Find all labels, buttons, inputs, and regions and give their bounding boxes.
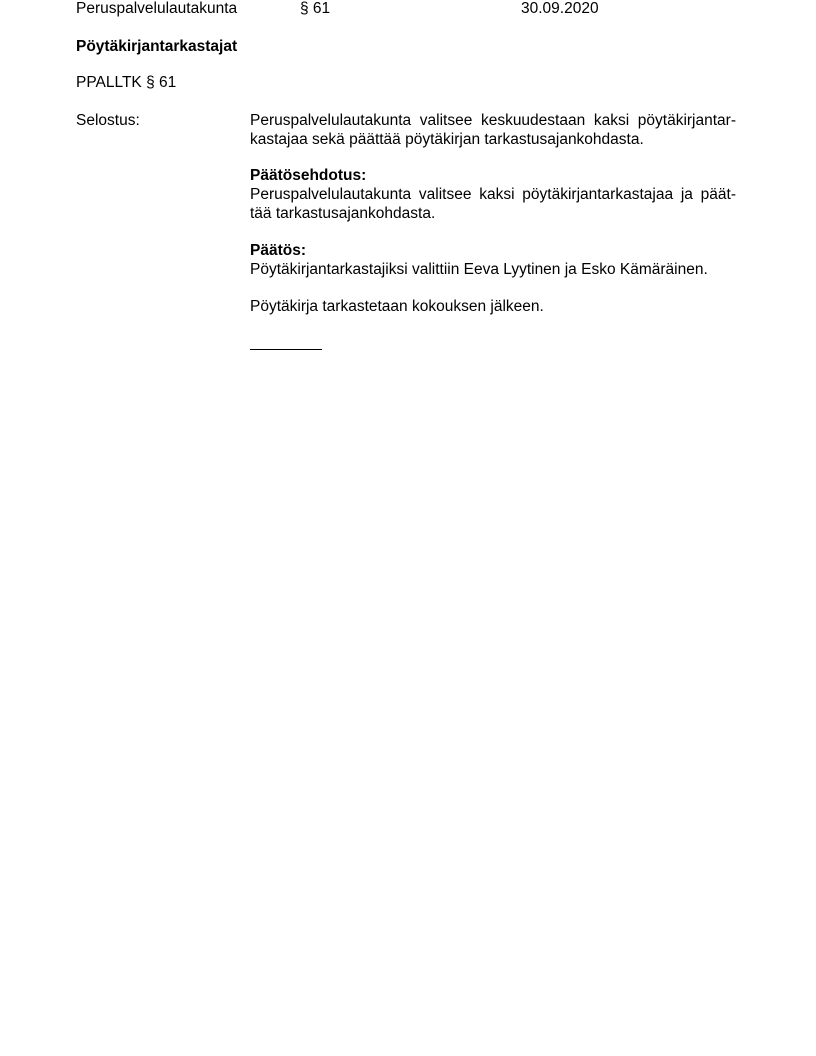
selostus-label: Selostus: xyxy=(76,112,140,129)
end-divider xyxy=(250,349,322,350)
header-date: 30.09.2020 xyxy=(521,0,599,17)
selostus-text xyxy=(250,111,736,149)
header-section-number: § 61 xyxy=(300,0,331,17)
paatosehdotus-line: tää tarkastusajankohdasta. xyxy=(250,205,436,222)
selostus-line: kastajaa sekä päättää pöytäkirjan tarkastusajankohdasta. xyxy=(250,131,644,148)
tarkastus-line: Pöytäkirja tarkastetaan kokouksen jälkeen. xyxy=(250,298,544,315)
document-reference: PPALLTK § 61 xyxy=(76,74,177,91)
page-title: Pöytäkirjantarkastajat xyxy=(76,38,238,55)
paatosehdotus-heading: Päätösehdotus: xyxy=(250,167,367,184)
header-committee: Peruspalvelulautakunta xyxy=(76,0,238,17)
paatos-block xyxy=(250,241,736,279)
tarkastus-text xyxy=(250,297,736,316)
selostus-line: Peruspalvelulautakunta valitsee keskuudestaan kaksi pöytäkirjantar- xyxy=(250,112,736,129)
paatos-text: Pöytäkirjantarkastajiksi valittiin Eeva Lyytinen ja Esko Kämäräinen. xyxy=(250,261,708,278)
paatosehdotus-block xyxy=(250,166,736,223)
paatosehdotus-line: Peruspalvelulautakunta valitsee kaksi pöytäkirjantarkastajaa ja päät- xyxy=(250,186,736,203)
paatos-heading: Päätös: xyxy=(250,242,306,259)
